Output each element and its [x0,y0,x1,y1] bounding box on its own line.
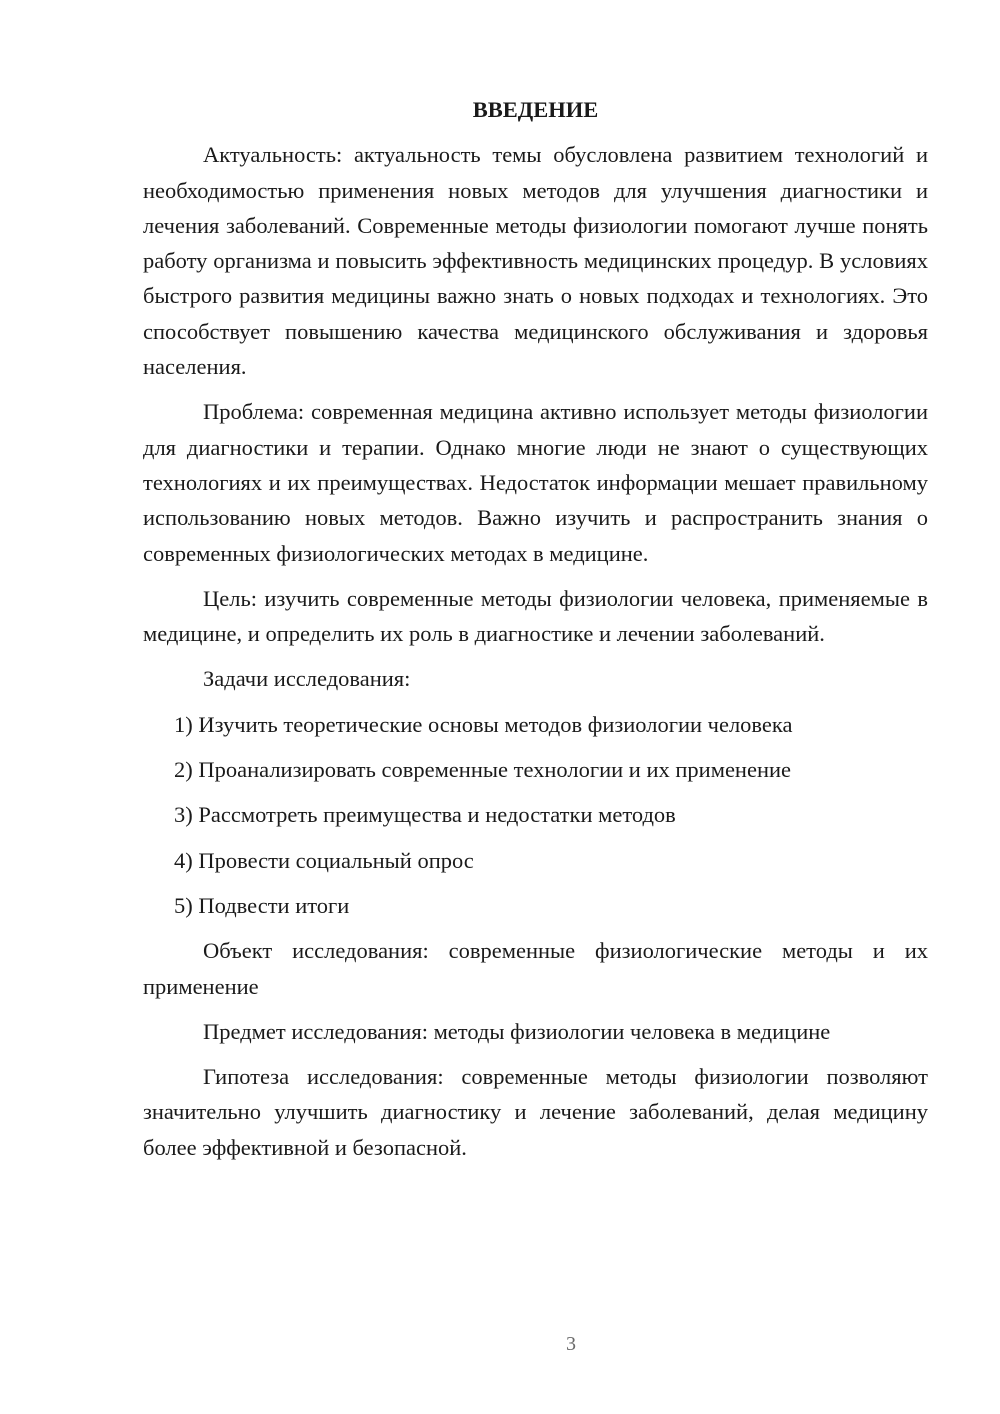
task-item-5: 5) Подвести итоги [174,892,350,918]
problem-paragraph: Проблема: современная медицина активно использует методы физиологии для диагностики и терапии. Однако многие люди не знают о существующих технологиях и их преимуществах. Недостаток информации мешает правильному использованию новых методов. Важно изучить и распространить знания о современных физиологических методах в медицине. [143,399,928,566]
task-item-1: 1) Изучить теоретические основы методов физиологии человека [174,711,793,737]
hypothesis-paragraph: Гипотеза исследования: современные методы физиологии позволяют значительно улучшить диагностику и лечение заболеваний, делая медицину более эффективной и безопасной. [143,1064,928,1160]
task-item-4: 4) Провести социальный опрос [174,847,474,873]
object-paragraph: Объект исследования: современные физиологические методы и их применение [143,938,928,999]
section-title: ВВЕДЕНИЕ [472,97,599,122]
tasks-heading: Задачи исследования: [203,666,411,692]
page-content [143,92,928,1175]
goal-paragraph: Цель: изучить современные методы физиологии человека, применяемые в медицине, и определить их роль в диагностике и лечении заболеваний. [143,585,928,647]
task-item-2: 2) Проанализировать современные технологии и их применение [174,757,792,783]
subject-paragraph: Предмет исследования: методы физиологии человека в медицине [203,1018,831,1044]
relevance-paragraph: Актуальность: актуальность темы обусловлена развитием технологий и необходимостью применения новых методов для улучшения диагностики и лечения заболеваний. Современные методы физиологии помогают лучше понять работу организма и повысить эффективность медицинских процедур. В условиях быстрого развития медицины важно знать о новых подходах и технологиях. Это способствует повышению качества медицинского обслуживания и здоровья населения. [143,142,928,380]
task-item-3: 3) Рассмотреть преимущества и недостатки методов [174,802,676,828]
tasks-list [143,707,928,923]
page-number: 3 [566,1333,576,1355]
